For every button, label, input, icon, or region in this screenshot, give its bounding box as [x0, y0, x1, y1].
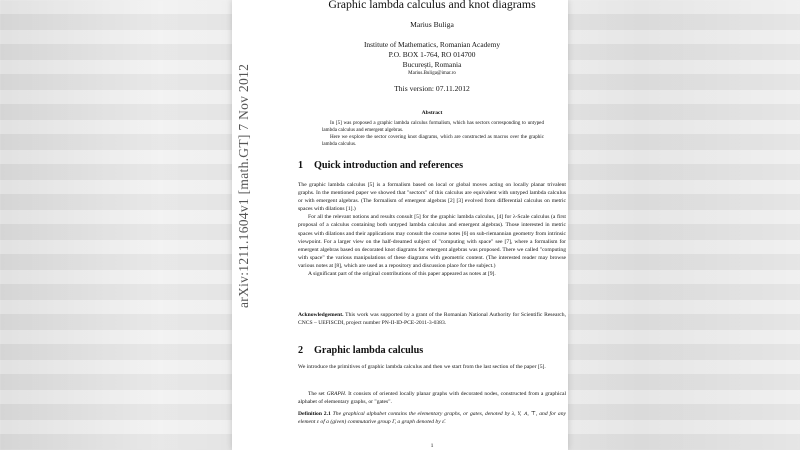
section-2-body [298, 363, 566, 371]
arxiv-side-stamp: arXiv:1211.1604v1 [math.GT] 7 Nov 2012 [236, 63, 251, 308]
body-paragraph: We introduce the primitives of graphic lambda calculus and then we start from the last section of the paper [5]. [298, 364, 546, 370]
affiliation-line-3: București, Romania [402, 60, 462, 69]
blurred-background-left [0, 0, 232, 450]
definition-label: Definition 2.1 [298, 411, 331, 417]
body-paragraph: For all the relevant notions and results consult [5] for the graphic lambda calculus, [4] for λ-Scale calculus (a first proposal of a calculus containing both untyped lambda calculus and emergent algebras). Those interested in metric spaces with dilations and their applications may consult the course notes [6] on sub-riemannian geometry from intrinsic viewpoint. For a larger view on the half-dreamed subject of "computing with space" see [7], where a formalism for emergent algebras based on decorated knot diagrams for emergent algebras was proposed. There we called "computing with space" the various manipulations of these diagrams with geometric content. (The interested reader may browse various notes at [8], which are used as a repository and discussion place for the subject.) [298, 214, 566, 269]
author-name: Marius Buliga [410, 20, 454, 29]
blurred-background-right [568, 0, 800, 450]
acknowledgement-label: Acknowledgement. [298, 312, 344, 318]
paper-title: Graphic lambda calculus and knot diagrams [328, 0, 536, 11]
affiliation-line-2: P.O. BOX 1-764, RO 014700 [388, 50, 476, 59]
acknowledgement-text: This work was supported by a grant of the Romanian National Authority for Scientific Research, CNCS – UEFISCDI, project number PN-II-ID-PCE-2011-3-0383. [298, 312, 566, 327]
abstract-heading: Abstract [421, 110, 443, 116]
section-1-heading [298, 160, 566, 171]
section-2-heading [298, 345, 566, 356]
page-number: 1 [430, 443, 434, 449]
body-paragraph: A significant part of the original contributions of this paper appeared as notes at [9]. [308, 271, 496, 278]
body-paragraph: The graphic lambda calculus [5] is a formalism based on local or global moves acting on locally planar trivalent graphs. In the mentioned paper we showed that "sectors" of this calculus are equivalent with untyped lambda calculus or with emergent algebras. (The formalism of emergent algebras [2] [3] evolved from differential calculus on metric spaces with dilations [1].) [298, 182, 566, 213]
abstract-body [322, 120, 544, 148]
set-graph-text: It consists of oriented locally planar graphs with decorated nodes, constructed from a graphical alphabet of elementary graphs, or "gates". [298, 391, 567, 406]
definition-text: The graphical alphabet contains the elementary graphs, or gates, denoted by λ, Υ, ⋏, ⊤, and for any element ε of a (given) commutative group Γ, a graph denoted by ε̄. [298, 411, 566, 426]
abstract-paragraph: In [5] was proposed a graphic lambda calculus formalism, which has sectors corresponding to untyped lambda calculus and emergent algebras. [322, 120, 544, 133]
set-graph-paragraph [298, 390, 566, 406]
paper-page [232, 0, 568, 450]
section-1-body [298, 181, 566, 278]
acknowledgement [298, 311, 566, 327]
author-email: Marius.Buliga@imar.ro [408, 71, 456, 76]
section-number: 1 [298, 160, 304, 171]
definition-2-1 [298, 410, 566, 426]
section-title: Graphic lambda calculus [314, 345, 424, 356]
set-graph-prefix: The set [308, 391, 325, 397]
section-number: 2 [298, 345, 304, 356]
set-graph-name: GRAPH. [326, 391, 347, 397]
version-date: This version: 07.11.2012 [394, 84, 470, 93]
section-title: Quick introduction and references [314, 160, 464, 171]
affiliation [298, 40, 566, 70]
abstract-paragraph: Here we explore the sector covering knot diagrams, which are constructed as macros over the graphic lambda calculus. [322, 134, 544, 147]
affiliation-line-1: Institute of Mathematics, Romanian Academy [363, 40, 501, 49]
